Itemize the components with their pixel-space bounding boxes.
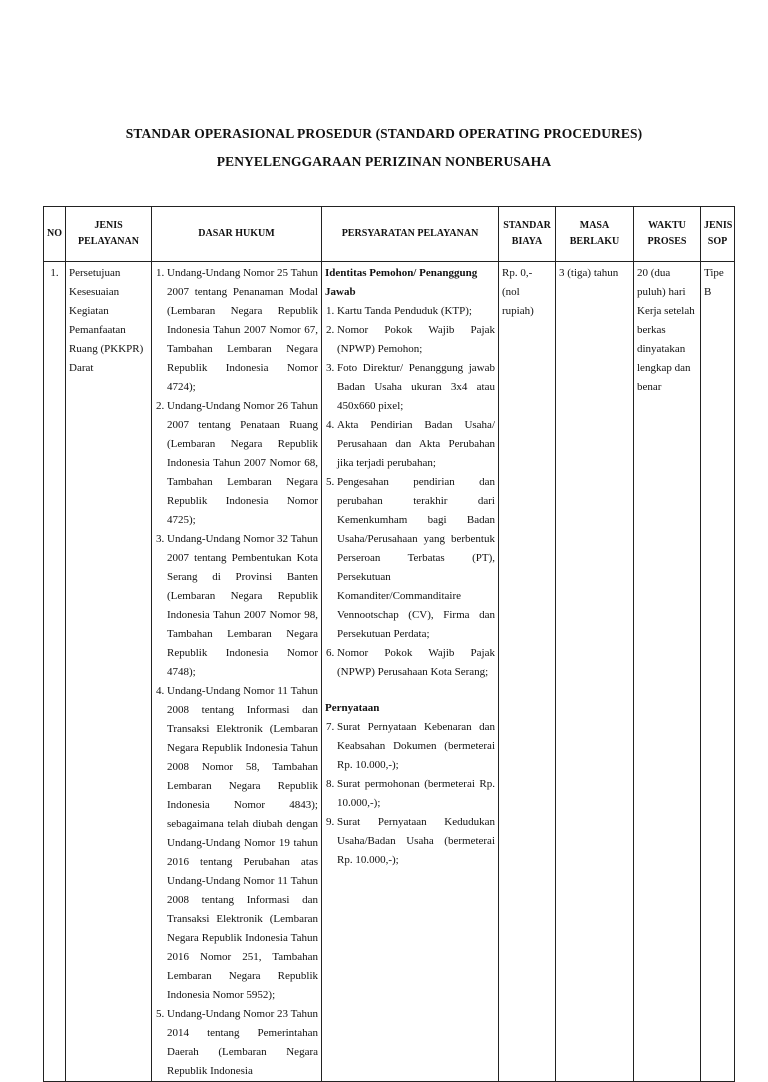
cell-no: 1. xyxy=(44,262,66,1082)
cell-standar-biaya: Rp. 0,- (nol rupiah) xyxy=(499,262,556,1082)
col-header-standar-biaya: STANDAR BIAYA xyxy=(499,207,556,262)
col-header-dasar-hukum: DASAR HUKUM xyxy=(152,207,322,262)
table-header-row xyxy=(44,207,735,262)
persyaratan-item: 3. Foto Direktur/ Penanggung jawab Badan Usaha ukuran 3x4 atau 450x660 pixel; xyxy=(337,359,495,416)
persyaratan-item: 9. Surat Pernyataan Kedudukan Usaha/Badan Usaha (bermeterai Rp. 10.000,-); xyxy=(337,813,495,870)
cell-waktu-proses: 20 (dua puluh) hari Kerja setelah berkas dinyatakan lengkap dan benar xyxy=(634,262,701,1082)
dasar-hukum-item: 3. Undang-Undang Nomor 32 Tahun 2007 tentang Pembentukan Kota Serang di Provinsi Banten (Lembaran Negara Republik Indonesia Tahun 2007 Nomor 98, Tambahan Lembaran Negara Republik Indonesia Nomor 4748); xyxy=(167,530,318,682)
dasar-hukum-item: 5. Undang-Undang Nomor 23 Tahun 2014 tentang Pemerintahan Daerah (Lembaran Negara Republik Indonesia xyxy=(167,1005,318,1081)
persyaratan-item: 8. Surat permohonan (bermeterai Rp. 10.000,-); xyxy=(337,775,495,813)
persyaratan-item: 1. Kartu Tanda Penduduk (KTP); xyxy=(337,302,495,321)
col-header-no: NO xyxy=(44,207,66,262)
identitas-list xyxy=(325,302,495,682)
document-subtitle: PENYELENGGARAAN PERIZINAN NONBERUSAHA xyxy=(216,154,552,169)
pernyataan-list xyxy=(325,718,495,870)
dasar-hukum-item: 1. Undang-Undang Nomor 25 Tahun 2007 tentang Penanaman Modal (Lembaran Negara Republik Indonesia Tahun 2007 Nomor 67, Tambahan Lembaran Negara Republik Indonesia Nomor 4724); xyxy=(167,264,318,397)
col-header-masa-berlaku: MASA BERLAKU xyxy=(556,207,634,262)
table-row xyxy=(44,262,735,1082)
sop-table xyxy=(43,206,735,1082)
persyaratan-item: 2. Nomor Pokok Wajib Pajak (NPWP) Pemohon; xyxy=(337,321,495,359)
persyaratan-item: 7. Surat Pernyataan Kebenaran dan Keabsahan Dokumen (bermeterai Rp. 10.000,-); xyxy=(337,718,495,775)
section-title-identitas: Identitas Pemohon/ Penanggung Jawab xyxy=(325,267,478,298)
col-header-waktu-proses: WAKTU PROSES xyxy=(634,207,701,262)
cell-dasar-hukum xyxy=(152,262,322,1082)
cell-masa-berlaku: 3 (tiga) tahun xyxy=(556,262,634,1082)
col-header-jenis-sop: JENIS SOP xyxy=(701,207,735,262)
document-title: STANDAR OPERASIONAL PROSEDUR (STANDARD OPERATING PROCEDURES) xyxy=(125,126,643,141)
dasar-hukum-list xyxy=(155,264,318,1081)
col-header-jenis-pelayanan: JENIS PELAYANAN xyxy=(66,207,152,262)
cell-jenis-pelayanan: Persetujuan Kesesuaian Kegiatan Pemanfaatan Ruang (PKKPR) Darat xyxy=(66,262,152,1082)
dasar-hukum-item: 2. Undang-Undang Nomor 26 Tahun 2007 tentang Penataan Ruang (Lembaran Negara Republik Indonesia Tahun 2007 Nomor 68, Tambahan Lembaran Negara Republik Indonesia Nomor 4725); xyxy=(167,397,318,530)
persyaratan-item: 6. Nomor Pokok Wajib Pajak (NPWP) Perusahaan Kota Serang; xyxy=(337,644,495,682)
cell-jenis-sop: Tipe B xyxy=(701,262,735,1082)
persyaratan-item: 4. Akta Pendirian Badan Usaha/ Perusahaan dan Akta Perubahan jika terjadi perubahan; xyxy=(337,416,495,473)
section-title-pernyataan: Pernyataan xyxy=(325,702,380,714)
cell-persyaratan xyxy=(322,262,499,1082)
persyaratan-item: 5. Pengesahan pendirian dan perubahan terakhir dari Kemenkumham bagi Badan Usaha/Perusahaan yang berbentuk Perseroan Terbatas (PT), Persekutuan Komanditer/Commanditaire Vennootschap (CV), Firma dan Persekutuan Perdata; xyxy=(337,473,495,644)
col-header-persyaratan: PERSYARATAN PELAYANAN xyxy=(322,207,499,262)
dasar-hukum-item: 4. Undang-Undang Nomor 11 Tahun 2008 tentang Informasi dan Transaksi Elektronik (Lembaran Negara Republik Indonesia Tahun 2008 Nomor 58, Tambahan Lembaran Negara Republik Indonesia Nomor 4843); sebagaimana telah diubah dengan Undang-Undang Nomor 19 tahun 2016 tentang Perubahan atas Undang-Undang Nomor 11 Tahun 2008 tentang Informasi dan Transaksi Elektronik (Lembaran Negara Republik Indonesia Tahun 2016 Nomor 251, Tambahan Lembaran Negara Republik Indonesia Nomor 5952); xyxy=(167,682,318,1005)
